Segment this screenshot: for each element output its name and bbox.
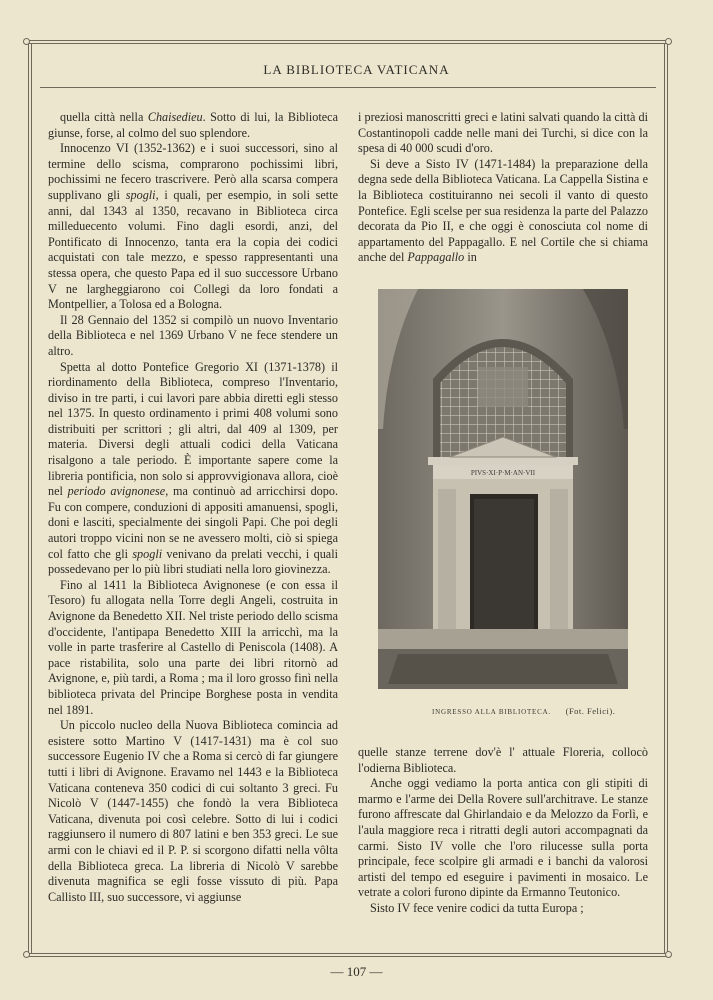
text-run: i preziosi manoscritti greci e latini salvati quando la città di Costantinopoli cadde nelle mani dei Turchi, si dice con la spesa di 40 000 scudi d'oro. <box>358 110 648 156</box>
paragraph <box>48 578 338 718</box>
top-border-rule-inner <box>28 43 668 44</box>
text-run: Anche oggi vediamo la porta antica con gli stipiti di marmo e l'arme dei Della Rovere sull'architrave. Le stanze furono affrescate dal Ghirlandaio e da Melozzo da Forlì, e l'aula maggiore reca i ritratti degli autori accompagnati da carmi. Sisto IV volle che l'oro rilucesse sulla porta principale, fece scolpire gli armadi e i banchi da valorosi artisti del tempo ed eseguire i pavimenti in mosaico. Le vetrate a colori furono dipinte da Ermanno Teutonico. <box>358 776 648 900</box>
italic-text: Chaisedieu <box>147 110 203 124</box>
text-run: Si deve a Sisto IV (1471-1484) la preparazione della degna sede della Biblioteca Vaticana. La Cappella Sistina e la Biblioteca costituiranno nei secoli il vanto di questo Pontefice. Egli scelse per sua residenza la parte del Palazzo decorata da Pio II, e che oggi è conosciuta col nome di appartamento del Pappagallo. E nel Cortile che si chiama anche del <box>358 156 648 265</box>
caption-credit: (Fot. Felici). <box>565 706 616 716</box>
text-run: . Sotto di lui, la Biblioteca giunse, forse, al colmo del suo splendore. <box>48 110 338 140</box>
text-run: quelle stanze terrene dov'è l' attuale Floreria, collocò l'odierna Biblioteca. <box>358 745 648 775</box>
paragraph <box>358 745 648 776</box>
corner-ornament <box>665 951 672 958</box>
text-run: Il 28 Gennaio del 1352 si compilò un nuovo Inventario della Biblioteca e nel 1369 Urbano V ne fece stendere un altro. <box>48 312 338 358</box>
paragraph <box>358 901 648 917</box>
text-run: Sisto IV fece venire codici da tutta Europa ; <box>370 900 584 915</box>
right-border-rule <box>667 44 668 953</box>
italic-text: periodo avignonese <box>67 484 166 499</box>
right-column-bottom <box>358 745 648 917</box>
paragraph <box>48 313 338 360</box>
right-column-top <box>358 110 648 266</box>
text-run: quella città nella <box>60 110 148 124</box>
entrance-illustration <box>378 289 628 689</box>
top-border-rule <box>28 40 668 41</box>
paragraph <box>358 110 648 157</box>
inscription-text: PIVS·XI·P·M·AN·VII <box>470 469 536 477</box>
library-entrance-photo <box>378 289 628 689</box>
caption-text: INGRESSO ALLA BIBLIOTECA. <box>432 708 551 716</box>
text-run: venivano da prelati vecchi, i quali possedevano per lo più libri studiati nella loro giovinezza. <box>48 546 338 577</box>
header-underline <box>40 87 656 88</box>
paragraph <box>48 360 338 578</box>
text-run: Innocenzo VI (1352-1362) e i suoi successori, sino al termine dello scisma, comprarono pochissimi libri, pochissimi ne fecero trascrivere. Però alla scarsa compera supplivano gli <box>48 141 338 202</box>
italic-text: spogli <box>132 546 163 561</box>
left-column <box>48 110 338 955</box>
bottom-border-rule-inner <box>28 956 668 957</box>
paragraph <box>358 776 648 901</box>
text-run: Fino al 1411 la Biblioteca Avignonese (e con essa il Tesoro) fu allogata nella Torre degli Angeli, costruita in Avignone da Benedetto XII. Nel triste periodo dello scisma d'occidente, l'antipapa Benedetto XIII la arricchì, ma la volle in parte trasferire al Castello di Peniscola (1408). A pace ristabilita, solo una parte dei libri ritornò ad Avignone, e, più tardi, a Roma ; ma il loro grosso finì nella biblioteca privata del Principe Borghese posta in vendita nel 1891. <box>48 577 338 717</box>
corner-ornament <box>665 38 672 45</box>
left-border-rule-inner <box>31 44 32 953</box>
photo-caption <box>372 706 634 716</box>
text-run: Un piccolo nucleo della Nuova Biblioteca comincia ad esistere sotto Martino V (1417-1431) ma è col suo successore Eugenio IV che a Roma si cercò di far giungere tutti i libri di Avignone. Eravamo nel 1443 e la Biblioteca Vaticana conteneva 350 codici di cui soltanto 3 greci. Fu Nicolò V (1447-1455) che fondò la vera Biblioteca Vaticana, divenuta poi così celebre. Sotto di lui i codici raggiunsero il numero di 807 latini e ben 353 greci. Le sue armi con le chiavi ed il P. P. si scorgono difatti nella vôlta della Biblioteca greca. La libreria di Nicolò V sarebbe divenuta magnifica se egli fosse vissuto di più. Papa Callisto III, suo successore, vi aggiunse <box>48 718 338 904</box>
paragraph <box>48 718 338 905</box>
paragraph <box>358 157 648 266</box>
italic-text: spogli <box>125 187 156 202</box>
page-number: — 107 — <box>330 964 383 979</box>
paragraph <box>48 110 338 141</box>
text-run: , ma continuò ad arricchirsi dopo. Fu con compere, conduzioni di appositi amanuensi, spogli, doni e lasciti, specialmente dei singoli Papi. Che poi degli autori troppo vicini non se ne avessero molti, ciò si spiega col fatto che gli <box>48 484 338 561</box>
paragraph <box>48 141 338 313</box>
running-header: LA BIBLIOTECA VATICANA <box>263 62 450 77</box>
corner-ornament <box>23 951 30 958</box>
left-border-rule <box>28 44 29 953</box>
right-border-rule-inner <box>664 44 665 953</box>
text-run: Spetta al dotto Pontefice Gregorio XI (1371-1378) il riordinamento della Biblioteca, compreso l'Inventario, diviso in tre parti, i cui lavori pare abbia diretti egli stesso nel 1375. In questo ordinamento i primi 408 volumi sono distribuiti per scrittori ; gli altri, dal 409 al 1309, per materia. Diversi degli attuali codici della Vaticana risalgono a tale periodo. È importante sapere come la libreria pontificia, non solo si approvvigionava allora, cioè nel <box>48 359 338 499</box>
text-run: in <box>464 250 477 265</box>
corner-ornament <box>23 38 30 45</box>
text-run: , i quali, per esempio, in soli sette anni, dal 1343 al 1350, recavano in Biblioteca circa milleduecento volumi. Fino dagli esordi, anzi, del Pontificato di Innocenzo, tanta era la copia dei codici acquistati con tale mezzo, e spesso rappresentanti una stessa opera, che questo Papa ed il suo successore Urbano V ne largheggiarono coi Collegi da loro fondati a Montpellier, a Tolosa ed a Bologna. <box>48 187 338 312</box>
italic-text: Pappagallo <box>407 250 465 265</box>
